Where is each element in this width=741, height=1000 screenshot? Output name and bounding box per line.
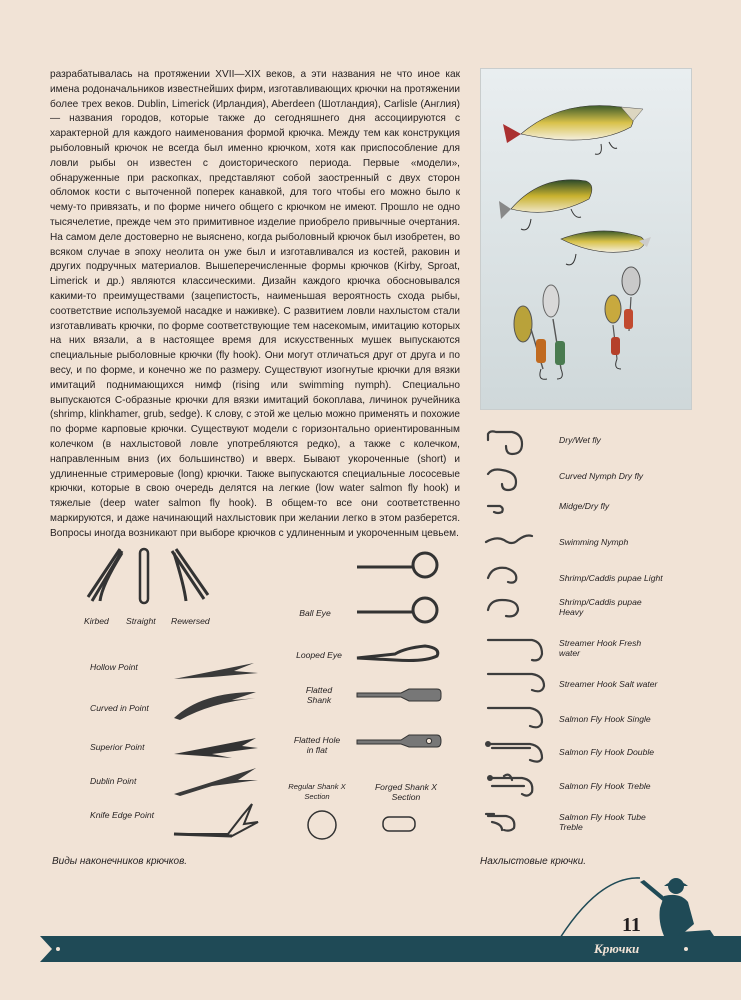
forged-section-drawing — [381, 815, 419, 835]
fly-hooks-drawing — [482, 428, 552, 838]
flatted-hole-drawing — [355, 731, 445, 753]
fly-hook-label: Streamer Hook Salt water — [559, 679, 658, 689]
fly-hook-label: Swimming Nymph — [559, 537, 629, 547]
dublin-point-drawing — [172, 766, 262, 796]
ball-eye-drawing — [355, 590, 445, 630]
hook-dry-wet — [488, 431, 522, 454]
hook-streamer-fresh — [488, 640, 542, 660]
fly-hook-label: Dry/Wet fly — [559, 435, 601, 445]
fly-hook-label: Salmon Fly Hook Single — [559, 714, 651, 724]
fly-hook-label: Shrimp/Caddis pupae Light — [559, 573, 663, 583]
hook-salmon-double — [488, 744, 542, 762]
spinner-4 — [605, 295, 621, 323]
fly-hook-label: Shrimp/Caddis pupae Heavy — [559, 597, 642, 617]
section-label: Forged Shank X Section — [374, 782, 438, 802]
shank-rewersed-label: Rewersed — [171, 616, 210, 626]
body-text: разрабатывалась на протяжении XVII—XIX веков, а эти названия не что иное как имена родоначальников известнейших фирм, изготавливающих крючки на протяжении более трех веков. Dublin, Limerick (Ирландия), Aberdeen (Шотландия), Carlisle (Англия) — названия городов, которые также до сегодняшнего дня ассоциируются с характерной для каждого наименования формой крючка. Между тем как конструкция рыболовный крючок не всегда был именно крючком, хотя как приспособление для ловли рыбы он известен с доисторического периода. Первые «модели», обнаруженные при раскопках, представляют собой заостренный с двух сторон обломок кости с выточенной поперек канавкой, для того чтобы его можно было к чему-то привязать, и по форме ничего общего с крючком не имеют. Прошло не одно тысячелетие, прежде чем это примитивное изделие приобрело привычные очертания. На самом деле достоверно не выяснено, когда рыболовный крючок был изобретен, во всяком случае в эпоху неолита он уже был и изготавливался из костей, раковин и других подручных материалов. Вышеперечисленные формы крючков (Kirby, Sproat, Limerick и др.) являются классическими. Дизайн каждого крючка обосновывался какими-то преимуществами (зацепистость, наименьшая вероятность схода рыбы, соответствие используемой насадке и наживке). С развитием ловли нахлыстом стали изготавливать крючки, по форме соответствующие тем насекомым, имитацию которых на них вязали, а в настоящее время для искусственных мушек выпускаются специальные рыболовные крючки (fly hook). Они могут отличаться друг от друга и по весу, и по форме, и конечно же по размеру. Существуют изогнутые крючки для вязки имитаций поднимающихся нимф (rising или swimming nymph). Специально выпускаются С-образные крючки для вязки имитаций бокоплава, личинок ручейника (shrimp, klinkhamer, grub, sedge). К слову, с этой же целью можно применять и похожие по форме карповые крючки. Существуют модели с горизонтально ориентированным колечком (в нахлыстовой ловле употребляются редко), а также с колечком, направленным вниз (их большинство) и вверх. Бывают укороченные (short) и удлиненные стримеровые (long) крючки. Также выпускаются специальные лососевые крючки, которые в свою очередь делятся на легкие (low water salmon fly hook) и тяжелые (deep water salmon fly hook). В общем-то все они соответственно маркируются, и даже начинающий нахлыстовик при желании легко в этом разберется. Вопросы иногда возникают при выборе крючков с удлиненным и укороченным цевьем. — [50, 69, 460, 539]
fly-hook-label: Salmon Fly Hook Treble — [559, 781, 651, 791]
spinner-2 — [543, 285, 559, 317]
fly-hook-label: Midge/Dry fly — [559, 501, 610, 511]
eye-label: Ball Eye — [299, 608, 331, 618]
hook-salmon-single — [488, 708, 542, 727]
hollow-point-drawing — [172, 655, 262, 685]
spinner-1 — [514, 306, 532, 342]
fly-hook-label: Streamer Hook Fresh water — [559, 638, 642, 658]
hook-midge — [488, 506, 503, 513]
shank-straight-label: Straight — [126, 616, 156, 626]
hook-salmon-treble — [490, 775, 532, 796]
point-label: Curved in Point — [90, 703, 149, 713]
section-title: Крючки — [594, 941, 640, 956]
eye-label: Flatted Shank — [305, 685, 333, 705]
regular-section-drawing — [305, 808, 339, 842]
shank-types-figure — [80, 545, 220, 615]
hook-shrimp-heavy — [488, 600, 518, 616]
looped-eye-drawing — [355, 640, 445, 670]
right-figure-caption: Нахлыстовые крючки. — [480, 856, 587, 867]
flatted-shank-drawing — [355, 685, 445, 705]
page-number: 11 — [622, 914, 641, 936]
hook-swimming-nymph — [486, 536, 532, 544]
hook-curved-nymph — [488, 470, 516, 491]
hook-shrimp-light — [488, 568, 516, 583]
superior-point-drawing — [172, 734, 262, 762]
point-label: Knife Edge Point — [90, 810, 155, 820]
lures-photo — [480, 68, 692, 410]
curved-point-drawing — [172, 688, 262, 722]
left-figure-caption: Виды наконечников крючков. — [52, 856, 188, 867]
ball-eye-top-drawing — [355, 545, 445, 585]
fly-hook-label: Curved Nymph Dry fly — [559, 471, 644, 481]
fly-hook-label: Salmon Fly Hook Tube Treble — [559, 812, 646, 832]
eye-label: Looped Eye — [296, 650, 342, 660]
point-label: Dublin Point — [90, 776, 137, 786]
section-label: Regular Shank X Section — [288, 782, 346, 801]
shank-kirbed-label: Kirbed — [84, 616, 109, 626]
point-label: Hollow Point — [90, 662, 138, 672]
spinner-3 — [622, 267, 640, 295]
hook-salmon-tube — [486, 814, 514, 831]
hook-streamer-salt — [488, 674, 544, 691]
fly-hook-label: Salmon Fly Hook Double — [559, 747, 655, 757]
eye-label: Flatted Hole in flat — [293, 735, 341, 755]
fisherman-silhouette — [560, 872, 740, 942]
point-label: Superior Point — [90, 742, 145, 752]
knife-edge-point-drawing — [172, 800, 262, 838]
